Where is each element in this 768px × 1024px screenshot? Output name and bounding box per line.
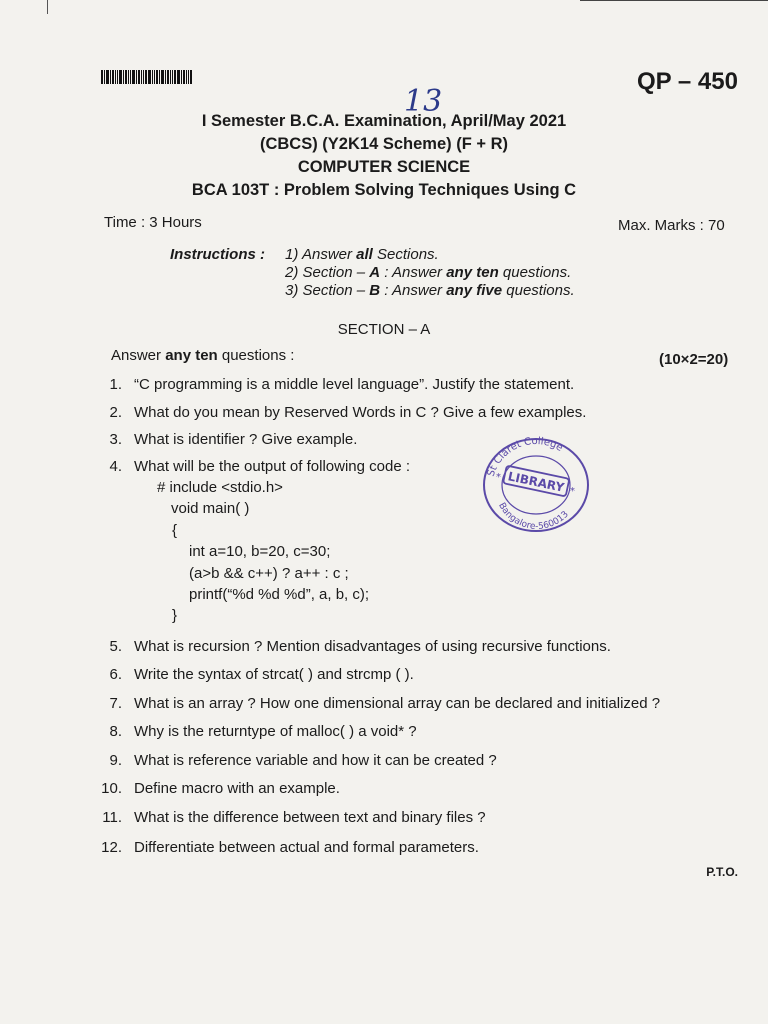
question-text: Differentiate between actual and formal parameters. (134, 839, 479, 856)
instruction-num: 3) (285, 282, 299, 299)
instruction-text: Section – (302, 282, 370, 299)
handwritten-number: 13 (404, 84, 443, 119)
question-number: 6. (109, 666, 122, 683)
subject-text: COMPUTER SCIENCE (297, 158, 471, 176)
course-text: BCA 103T : Problem Solving Techniques Using C (191, 181, 577, 199)
question-paper-code: QP – 450 (637, 68, 738, 95)
instruction-emphasis: A (369, 264, 381, 281)
stamp-bottom-text: Bangalore-560013 (496, 501, 571, 532)
instruction-text: : Answer (380, 282, 447, 299)
section-marks: (10×2=20) (659, 351, 729, 368)
question-text: What is recursion ? Mention disadvantages of using recursive functions. (134, 638, 611, 655)
instruction-emphasis: any five (446, 282, 503, 299)
question-number: 1. (109, 376, 122, 393)
stamp-star-left: * (496, 472, 501, 483)
top-rule-line (580, 0, 768, 1)
question-text: What is identifier ? Give example. (134, 431, 358, 448)
instruction-emphasis: B (369, 282, 381, 299)
question-number: 9. (109, 752, 122, 769)
question-number: 7. (109, 695, 122, 712)
instruction-emphasis: all (356, 246, 373, 263)
answer-emphasis: any ten (165, 347, 218, 364)
question-text: What will be the output of following code : (134, 458, 410, 475)
exam-title-text: I Semester B.C.A. Examination, April/May 2021 (201, 112, 567, 130)
instructions-label: Instructions : (170, 246, 266, 263)
question-text: What is an array ? How one dimensional array can be declared and initialized ? (134, 695, 661, 712)
instruction-text: : Answer (380, 264, 447, 281)
instruction-text: Answer (301, 246, 357, 263)
code-line: # include <stdio.h> (157, 479, 283, 496)
course-line (0, 181, 768, 200)
instruction-3 (285, 282, 575, 299)
instruction-text: Sections. (372, 246, 439, 263)
question-text: What do you mean by Reserved Words in C ? Give a few examples. (134, 404, 587, 421)
margin-mark (47, 0, 48, 14)
code-line: } (172, 607, 178, 624)
section-title: SECTION – A (337, 321, 431, 338)
question-number: 8. (109, 723, 122, 740)
pto-label: P.T.O. (706, 865, 738, 879)
instruction-num: 2) (285, 264, 299, 281)
subject-line (0, 158, 768, 177)
question-text: What is the difference between text and binary files ? (134, 809, 486, 826)
question-number: 2. (109, 404, 122, 421)
question-number: 4. (109, 458, 122, 475)
question-number: 11. (102, 809, 122, 826)
instruction-emphasis: any ten (446, 264, 499, 281)
question-text: Why is the returntype of malloc( ) a void* ? (134, 723, 417, 740)
code-line: (a>b && c++) ? a++ : c ; (189, 565, 349, 582)
question-number: 10. (101, 780, 122, 797)
exam-title (0, 112, 768, 131)
time-allowed: Time : 3 Hours (104, 214, 202, 231)
code-line: { (172, 522, 178, 539)
code-line: printf(“%d %d %d”, a, b, c); (189, 586, 370, 603)
library-stamp (478, 430, 594, 534)
question-text: What is reference variable and how it can be created ? (134, 752, 497, 769)
scheme-text: (CBCS) (Y2K14 Scheme) (F + R) (259, 135, 508, 153)
stamp-top-text: St Claret College (485, 435, 565, 479)
question-number: 5. (109, 638, 122, 655)
code-line: int a=10, b=20, c=30; (189, 543, 331, 560)
instruction-text: questions. (498, 264, 572, 281)
question-number: 3. (109, 431, 122, 448)
question-text: “C programming is a middle level language”. Justify the statement. (134, 376, 575, 393)
stamp-star-right: * (570, 486, 575, 497)
instruction-2 (285, 264, 571, 281)
question-text: Define macro with an example. (134, 780, 340, 797)
instruction-num: 1) (285, 246, 299, 263)
library-stamp-graphic (478, 430, 594, 534)
section-answer-instruction (111, 347, 294, 364)
max-marks: Max. Marks : 70 (618, 217, 725, 234)
scheme-line (0, 135, 768, 154)
answer-text: Answer (111, 347, 166, 364)
instruction-text: Section – (302, 264, 370, 281)
barcode (101, 70, 205, 84)
stamp-center-text: LIBRARY (506, 469, 566, 495)
instruction-1 (285, 246, 439, 263)
question-text: Write the syntax of strcat( ) and strcmp ( ). (134, 666, 414, 683)
instruction-text: questions. (502, 282, 575, 299)
code-line: void main( ) (171, 500, 250, 517)
answer-text: questions : (217, 347, 295, 364)
question-number: 12. (101, 839, 122, 856)
